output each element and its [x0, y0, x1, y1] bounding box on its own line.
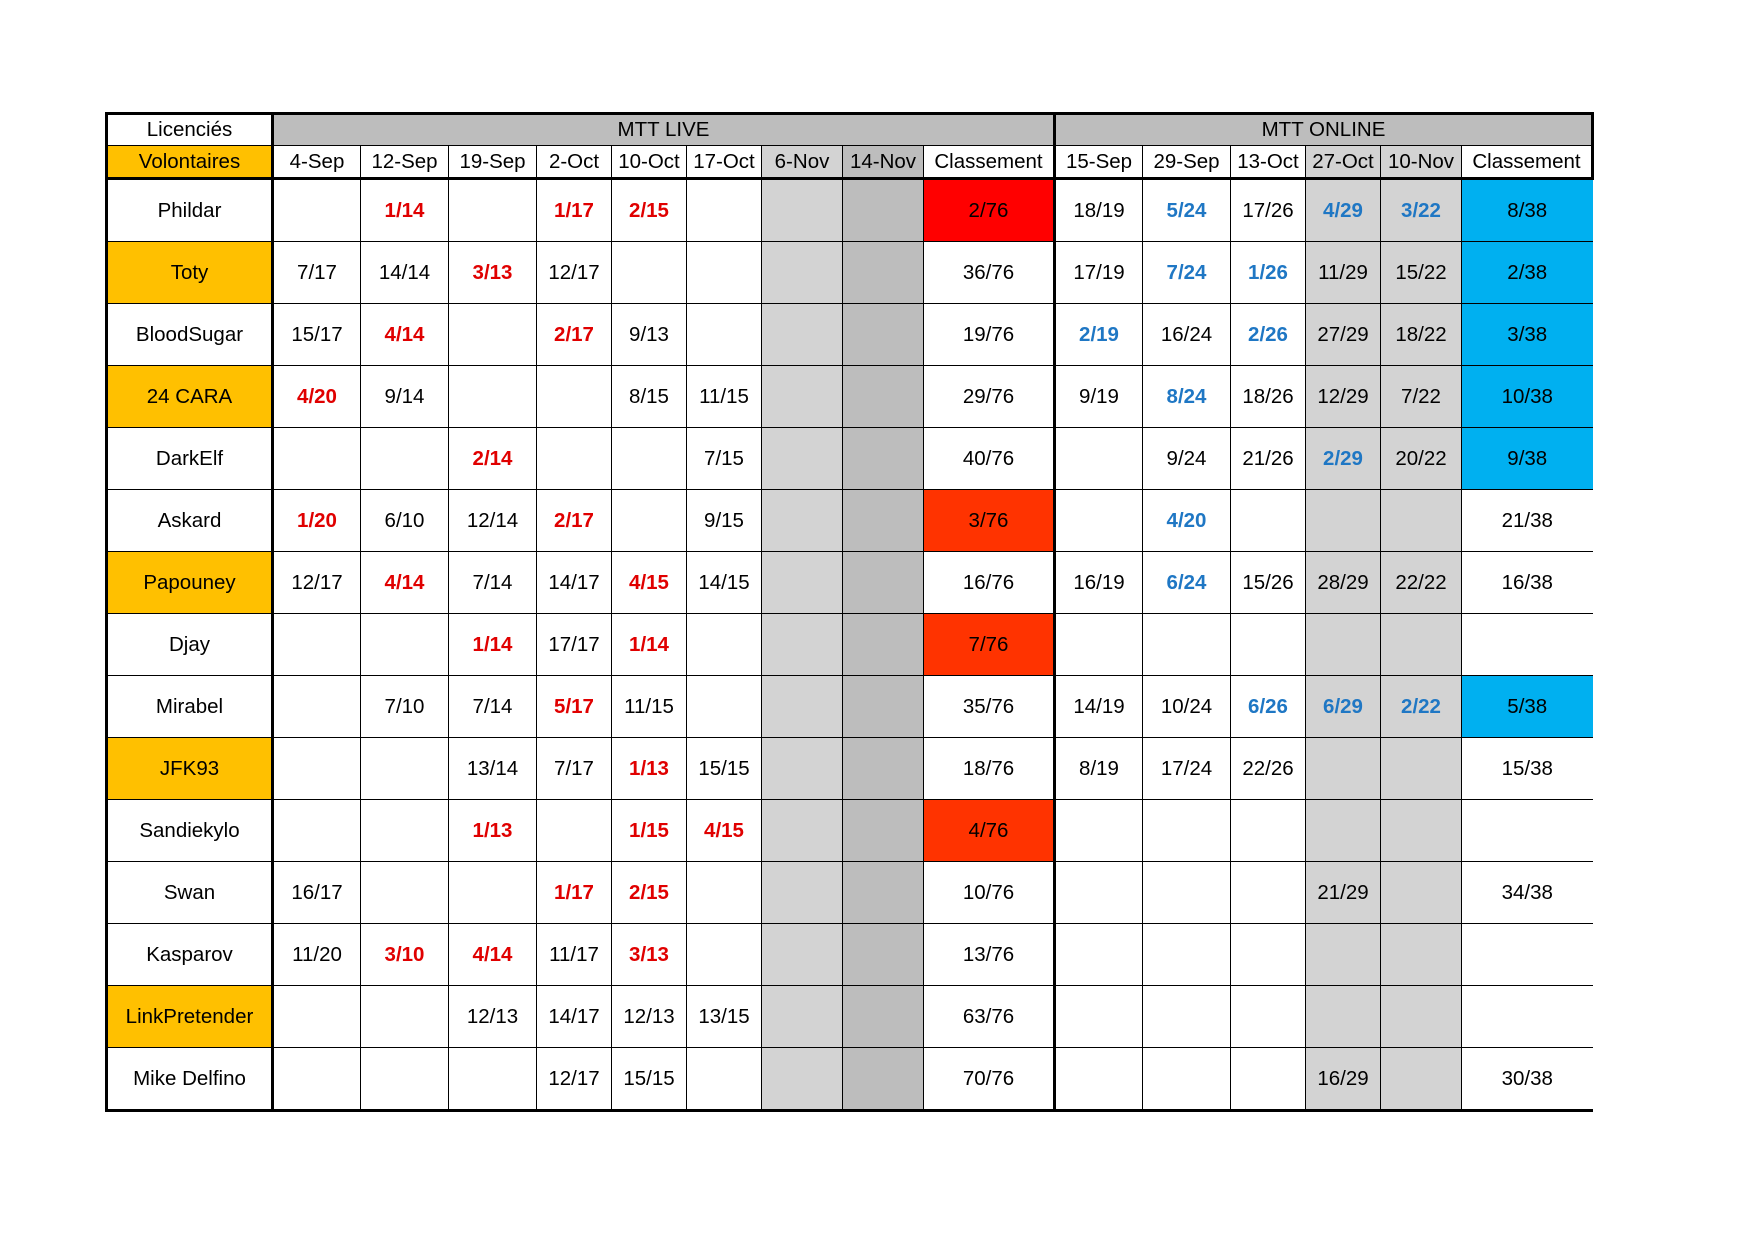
live-ranking-cell: 3/76	[924, 490, 1055, 552]
online-result-cell: 17/19	[1055, 242, 1143, 304]
table-row	[107, 738, 1593, 800]
online-result-cell: 28/29	[1306, 552, 1381, 614]
live-result-cell	[843, 304, 924, 366]
online-result-cell	[1055, 924, 1143, 986]
live-result-cell: 6/10	[361, 490, 449, 552]
live-result-cell	[273, 738, 361, 800]
live-result-cell	[537, 366, 612, 428]
online-result-cell	[1306, 738, 1381, 800]
live-result-cell: 15/15	[687, 738, 762, 800]
live-result-cell: 16/17	[273, 862, 361, 924]
live-result-cell	[537, 428, 612, 490]
online-result-cell: 8/19	[1055, 738, 1143, 800]
live-result-cell	[843, 676, 924, 738]
online-result-cell: 22/26	[1231, 738, 1306, 800]
online-ranking-cell: 10/38	[1462, 366, 1593, 428]
live-result-cell	[843, 552, 924, 614]
live-result-cell	[273, 179, 361, 242]
online-result-cell: 17/26	[1231, 179, 1306, 242]
online-result-cell	[1381, 1048, 1462, 1111]
live-result-cell: 2/14	[449, 428, 537, 490]
live-ranking-cell: 16/76	[924, 552, 1055, 614]
live-result-cell	[273, 800, 361, 862]
table-row	[107, 1048, 1593, 1111]
live-result-cell	[537, 800, 612, 862]
live-result-cell: 4/15	[612, 552, 687, 614]
table-row	[107, 614, 1593, 676]
live-result-cell: 12/17	[273, 552, 361, 614]
live-result-cell	[762, 242, 843, 304]
live-result-cell	[762, 552, 843, 614]
live-result-cell: 3/13	[449, 242, 537, 304]
online-result-cell: 2/22	[1381, 676, 1462, 738]
live-result-cell: 12/17	[537, 1048, 612, 1111]
table-row	[107, 862, 1593, 924]
live-result-cell	[687, 1048, 762, 1111]
online-result-cell: 17/24	[1143, 738, 1231, 800]
live-result-cell: 11/15	[612, 676, 687, 738]
live-ranking-header: Classement	[924, 146, 1055, 179]
table-row	[107, 676, 1593, 738]
online-result-cell	[1055, 986, 1143, 1048]
table-row	[107, 179, 1593, 242]
online-result-cell: 10/24	[1143, 676, 1231, 738]
live-result-cell: 1/14	[361, 179, 449, 242]
online-result-cell	[1306, 614, 1381, 676]
online-ranking-cell	[1462, 614, 1593, 676]
live-ranking-cell: 4/76	[924, 800, 1055, 862]
online-date-header: 13-Oct	[1231, 146, 1306, 179]
online-result-cell: 16/19	[1055, 552, 1143, 614]
player-name: Papouney	[107, 552, 273, 614]
live-result-cell	[843, 800, 924, 862]
live-ranking-cell: 10/76	[924, 862, 1055, 924]
online-result-cell: 6/29	[1306, 676, 1381, 738]
live-result-cell: 15/17	[273, 304, 361, 366]
online-ranking-cell: 16/38	[1462, 552, 1593, 614]
online-ranking-cell: 3/38	[1462, 304, 1593, 366]
live-result-cell	[762, 986, 843, 1048]
online-ranking-cell	[1462, 924, 1593, 986]
online-result-cell: 4/29	[1306, 179, 1381, 242]
online-result-cell: 7/24	[1143, 242, 1231, 304]
online-result-cell: 7/22	[1381, 366, 1462, 428]
online-result-cell	[1143, 614, 1231, 676]
player-name: Mirabel	[107, 676, 273, 738]
online-ranking-cell	[1462, 986, 1593, 1048]
live-result-cell	[449, 179, 537, 242]
online-date-header: 29-Sep	[1143, 146, 1231, 179]
online-result-cell: 15/22	[1381, 242, 1462, 304]
live-result-cell	[687, 242, 762, 304]
online-result-cell: 9/19	[1055, 366, 1143, 428]
online-result-cell	[1055, 1048, 1143, 1111]
online-result-cell	[1381, 986, 1462, 1048]
live-ranking-cell: 40/76	[924, 428, 1055, 490]
online-result-cell	[1306, 986, 1381, 1048]
online-result-cell: 22/22	[1381, 552, 1462, 614]
live-result-cell: 3/13	[612, 924, 687, 986]
online-date-header: 15-Sep	[1055, 146, 1143, 179]
live-result-cell	[762, 490, 843, 552]
live-result-cell	[843, 1048, 924, 1111]
live-result-cell	[687, 614, 762, 676]
live-ranking-cell: 2/76	[924, 179, 1055, 242]
online-result-cell: 12/29	[1306, 366, 1381, 428]
live-result-cell	[612, 490, 687, 552]
live-result-cell: 9/14	[361, 366, 449, 428]
live-result-cell	[843, 614, 924, 676]
table-row	[107, 986, 1593, 1048]
player-name: Swan	[107, 862, 273, 924]
volontaires-label: Volontaires	[107, 146, 273, 179]
live-result-cell: 1/20	[273, 490, 361, 552]
online-date-header: 27-Oct	[1306, 146, 1381, 179]
online-result-cell	[1055, 614, 1143, 676]
online-result-cell	[1055, 862, 1143, 924]
live-ranking-cell: 63/76	[924, 986, 1055, 1048]
online-result-cell	[1231, 490, 1306, 552]
live-result-cell	[687, 179, 762, 242]
live-result-cell: 7/17	[537, 738, 612, 800]
live-result-cell: 9/15	[687, 490, 762, 552]
live-result-cell	[762, 614, 843, 676]
live-result-cell	[843, 428, 924, 490]
live-result-cell	[762, 179, 843, 242]
live-result-cell	[687, 862, 762, 924]
table-row	[107, 552, 1593, 614]
live-result-cell: 7/14	[449, 676, 537, 738]
live-result-cell: 2/15	[612, 179, 687, 242]
online-result-cell: 21/29	[1306, 862, 1381, 924]
live-result-cell: 12/13	[612, 986, 687, 1048]
live-result-cell: 7/10	[361, 676, 449, 738]
player-name: Sandiekylo	[107, 800, 273, 862]
results-table	[105, 112, 1594, 1112]
online-result-cell: 27/29	[1306, 304, 1381, 366]
live-result-cell	[762, 304, 843, 366]
live-result-cell	[273, 1048, 361, 1111]
live-result-cell	[843, 924, 924, 986]
online-result-cell: 16/29	[1306, 1048, 1381, 1111]
player-name: Toty	[107, 242, 273, 304]
live-result-cell	[449, 304, 537, 366]
online-result-cell	[1306, 924, 1381, 986]
live-ranking-cell: 7/76	[924, 614, 1055, 676]
online-result-cell: 5/24	[1143, 179, 1231, 242]
live-result-cell	[273, 614, 361, 676]
live-ranking-cell: 13/76	[924, 924, 1055, 986]
online-result-cell: 16/24	[1143, 304, 1231, 366]
live-result-cell: 7/15	[687, 428, 762, 490]
live-result-cell: 13/15	[687, 986, 762, 1048]
table-row	[107, 304, 1593, 366]
online-result-cell	[1306, 490, 1381, 552]
player-name: Askard	[107, 490, 273, 552]
player-name: LinkPretender	[107, 986, 273, 1048]
live-result-cell	[273, 428, 361, 490]
live-result-cell	[762, 1048, 843, 1111]
live-date-header: 12-Sep	[361, 146, 449, 179]
mtt-online-title: MTT ONLINE	[1055, 114, 1593, 146]
player-name: Kasparov	[107, 924, 273, 986]
live-result-cell: 13/14	[449, 738, 537, 800]
live-result-cell: 4/14	[361, 552, 449, 614]
online-result-cell	[1143, 862, 1231, 924]
online-date-header: 10-Nov	[1381, 146, 1462, 179]
live-result-cell	[762, 862, 843, 924]
live-result-cell	[273, 676, 361, 738]
live-result-cell	[762, 676, 843, 738]
live-result-cell: 7/17	[273, 242, 361, 304]
live-date-header: 17-Oct	[687, 146, 762, 179]
live-result-cell	[273, 986, 361, 1048]
online-result-cell	[1231, 924, 1306, 986]
online-result-cell: 18/22	[1381, 304, 1462, 366]
licencies-label: Licenciés	[107, 114, 273, 146]
online-result-cell	[1231, 1048, 1306, 1111]
table-row	[107, 242, 1593, 304]
online-result-cell	[1055, 490, 1143, 552]
player-name: 24 CARA	[107, 366, 273, 428]
live-result-cell: 8/15	[612, 366, 687, 428]
online-result-cell	[1306, 800, 1381, 862]
live-result-cell: 5/17	[537, 676, 612, 738]
player-name: Mike Delfino	[107, 1048, 273, 1111]
online-result-cell: 18/26	[1231, 366, 1306, 428]
live-result-cell	[361, 1048, 449, 1111]
online-result-cell	[1381, 738, 1462, 800]
online-ranking-cell: 5/38	[1462, 676, 1593, 738]
live-result-cell: 14/15	[687, 552, 762, 614]
live-result-cell	[361, 800, 449, 862]
live-result-cell: 1/17	[537, 862, 612, 924]
live-result-cell: 17/17	[537, 614, 612, 676]
live-date-header: 19-Sep	[449, 146, 537, 179]
online-result-cell: 9/24	[1143, 428, 1231, 490]
player-name: Phildar	[107, 179, 273, 242]
online-result-cell	[1055, 800, 1143, 862]
online-ranking-header: Classement	[1462, 146, 1593, 179]
online-result-cell: 3/22	[1381, 179, 1462, 242]
online-result-cell	[1381, 862, 1462, 924]
live-result-cell: 15/15	[612, 1048, 687, 1111]
live-result-cell	[687, 924, 762, 986]
live-date-header: 6-Nov	[762, 146, 843, 179]
player-name: DarkElf	[107, 428, 273, 490]
live-result-cell: 4/14	[449, 924, 537, 986]
live-result-cell: 1/14	[612, 614, 687, 676]
live-result-cell: 14/14	[361, 242, 449, 304]
online-ranking-cell: 8/38	[1462, 179, 1593, 242]
live-ranking-cell: 18/76	[924, 738, 1055, 800]
live-result-cell: 2/17	[537, 304, 612, 366]
live-result-cell: 4/20	[273, 366, 361, 428]
online-result-cell: 8/24	[1143, 366, 1231, 428]
live-result-cell	[762, 428, 843, 490]
online-result-cell	[1381, 800, 1462, 862]
online-ranking-cell: 21/38	[1462, 490, 1593, 552]
live-result-cell: 1/15	[612, 800, 687, 862]
online-result-cell: 20/22	[1381, 428, 1462, 490]
live-result-cell: 11/17	[537, 924, 612, 986]
online-result-cell: 11/29	[1306, 242, 1381, 304]
live-result-cell: 4/15	[687, 800, 762, 862]
live-result-cell: 11/15	[687, 366, 762, 428]
online-result-cell: 14/19	[1055, 676, 1143, 738]
online-ranking-cell: 34/38	[1462, 862, 1593, 924]
online-result-cell: 6/26	[1231, 676, 1306, 738]
online-result-cell	[1143, 986, 1231, 1048]
player-name: Djay	[107, 614, 273, 676]
online-result-cell	[1381, 924, 1462, 986]
online-result-cell	[1381, 490, 1462, 552]
live-result-cell: 1/13	[449, 800, 537, 862]
live-ranking-cell: 35/76	[924, 676, 1055, 738]
live-result-cell	[762, 738, 843, 800]
live-result-cell: 1/14	[449, 614, 537, 676]
online-result-cell: 18/19	[1055, 179, 1143, 242]
online-result-cell	[1143, 924, 1231, 986]
online-result-cell	[1143, 800, 1231, 862]
table-row	[107, 366, 1593, 428]
live-ranking-cell: 70/76	[924, 1048, 1055, 1111]
online-result-cell	[1231, 614, 1306, 676]
live-result-cell: 12/13	[449, 986, 537, 1048]
live-result-cell	[449, 366, 537, 428]
player-name: BloodSugar	[107, 304, 273, 366]
online-ranking-cell: 15/38	[1462, 738, 1593, 800]
table-row	[107, 800, 1593, 862]
live-result-cell	[762, 366, 843, 428]
live-result-cell	[843, 862, 924, 924]
online-result-cell	[1381, 614, 1462, 676]
live-result-cell	[361, 986, 449, 1048]
live-result-cell	[449, 1048, 537, 1111]
online-result-cell: 21/26	[1231, 428, 1306, 490]
live-date-header: 2-Oct	[537, 146, 612, 179]
live-result-cell: 12/17	[537, 242, 612, 304]
live-result-cell: 1/13	[612, 738, 687, 800]
live-result-cell	[843, 179, 924, 242]
live-result-cell	[843, 986, 924, 1048]
live-result-cell	[361, 614, 449, 676]
online-result-cell	[1143, 1048, 1231, 1111]
live-result-cell	[843, 366, 924, 428]
live-ranking-cell: 29/76	[924, 366, 1055, 428]
live-result-cell: 4/14	[361, 304, 449, 366]
mtt-live-title: MTT LIVE	[273, 114, 1055, 146]
online-result-cell: 6/24	[1143, 552, 1231, 614]
online-result-cell: 2/26	[1231, 304, 1306, 366]
live-result-cell	[361, 738, 449, 800]
live-result-cell	[361, 862, 449, 924]
live-result-cell	[687, 304, 762, 366]
player-name: JFK93	[107, 738, 273, 800]
live-date-header: 14-Nov	[843, 146, 924, 179]
live-result-cell: 7/14	[449, 552, 537, 614]
online-ranking-cell: 9/38	[1462, 428, 1593, 490]
online-ranking-cell: 30/38	[1462, 1048, 1593, 1111]
live-result-cell: 2/15	[612, 862, 687, 924]
live-result-cell	[762, 800, 843, 862]
live-ranking-cell: 19/76	[924, 304, 1055, 366]
live-result-cell: 11/20	[273, 924, 361, 986]
live-ranking-cell: 36/76	[924, 242, 1055, 304]
live-result-cell	[612, 428, 687, 490]
online-ranking-cell	[1462, 800, 1593, 862]
online-result-cell: 2/19	[1055, 304, 1143, 366]
table-row	[107, 924, 1593, 986]
live-result-cell	[612, 242, 687, 304]
table-row	[107, 490, 1593, 552]
live-result-cell	[762, 924, 843, 986]
online-result-cell	[1231, 800, 1306, 862]
online-result-cell: 4/20	[1143, 490, 1231, 552]
live-result-cell	[843, 738, 924, 800]
online-result-cell: 2/29	[1306, 428, 1381, 490]
online-result-cell	[1231, 986, 1306, 1048]
live-result-cell: 12/14	[449, 490, 537, 552]
live-result-cell: 2/17	[537, 490, 612, 552]
table-row	[107, 428, 1593, 490]
online-result-cell: 15/26	[1231, 552, 1306, 614]
live-result-cell	[687, 676, 762, 738]
live-result-cell	[843, 242, 924, 304]
live-result-cell: 14/17	[537, 986, 612, 1048]
live-result-cell	[449, 862, 537, 924]
live-date-header: 10-Oct	[612, 146, 687, 179]
live-result-cell: 1/17	[537, 179, 612, 242]
online-result-cell: 1/26	[1231, 242, 1306, 304]
live-result-cell: 9/13	[612, 304, 687, 366]
live-result-cell	[361, 428, 449, 490]
live-result-cell: 14/17	[537, 552, 612, 614]
online-result-cell	[1055, 428, 1143, 490]
live-result-cell	[843, 490, 924, 552]
live-result-cell: 3/10	[361, 924, 449, 986]
online-result-cell	[1231, 862, 1306, 924]
live-date-header: 4-Sep	[273, 146, 361, 179]
online-ranking-cell: 2/38	[1462, 242, 1593, 304]
